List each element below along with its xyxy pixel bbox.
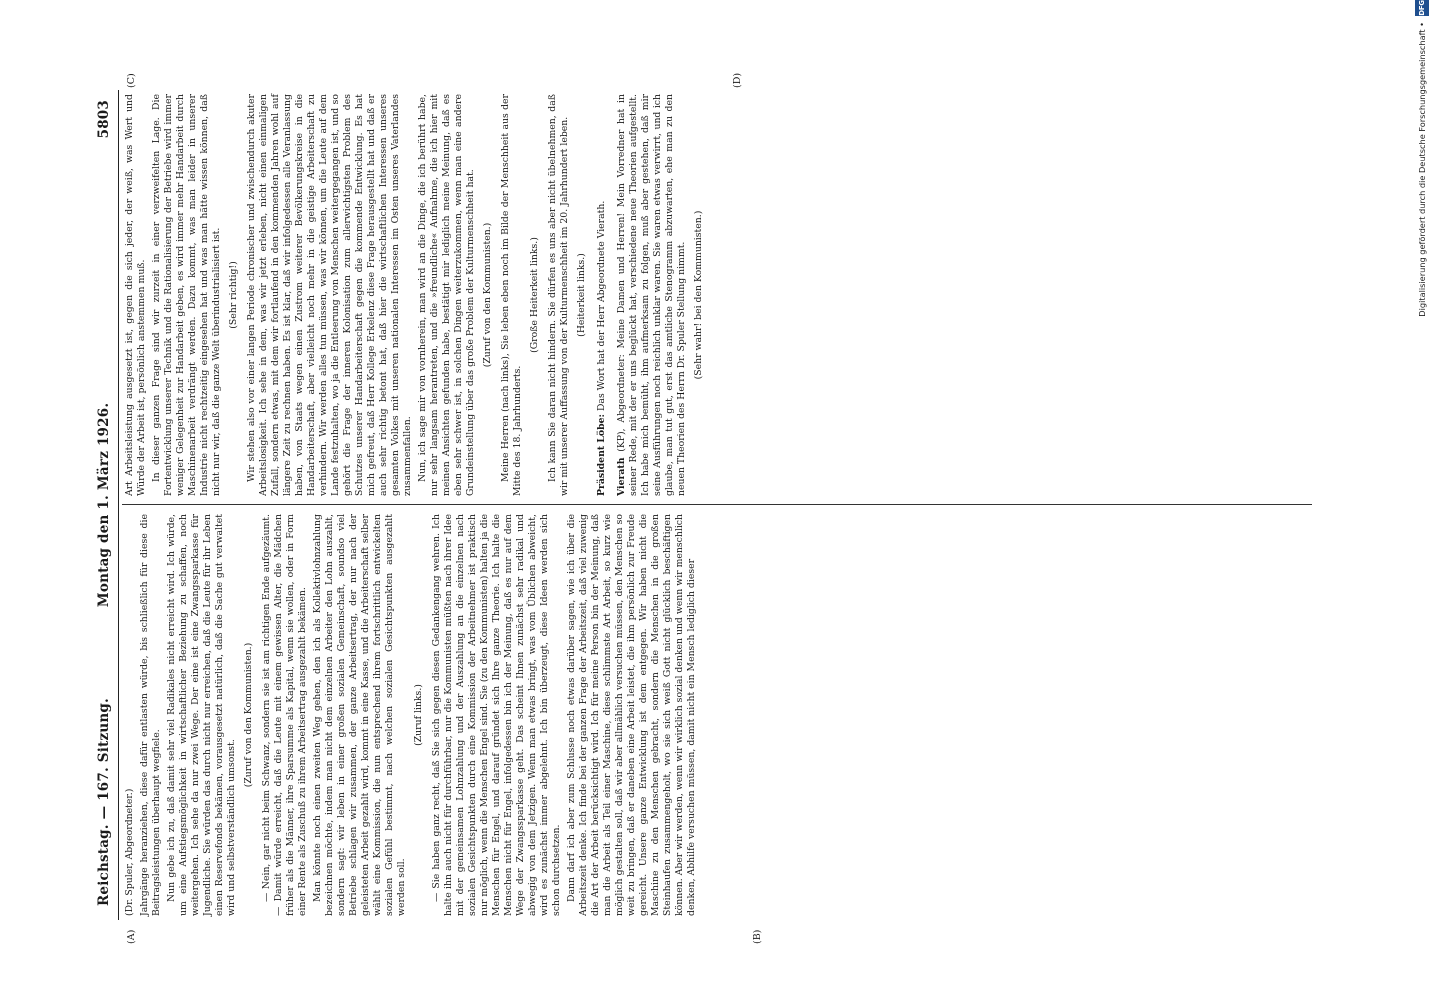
paragraph: Nun gebe ich zu, daß damit sehr viel Radikales nicht erreicht wird. Ich würde, um eine Aufstiegsmöglichkeit in wirtschaftlicher Beziehung zu schaffen, noch weitergehen. Ich sehe da nur zwei Wege. Der eine ist eine Zwangssparkasse für Jugendliche. Sie würden das durch nicht nur erreichen, daß die Leute für ihr Leben einen Reservefonds bekämen, vorausgesetzt natürlich, daß die Sache gut verwaltet wird und selbstverständlich umsonst. bbox=[166, 514, 237, 916]
paragraph: Nun, ich sage mir von vornherein, man wird an die Dinge, die ich berührt habe, nur sehr langsam herantreten, und die »freundliche« Aufnahme, die ich hier mit meinen Ansichten gefunden habe, bestätigt mir lediglich meine Meinung, daß es eben sehr schwer ist, in solchen Dingen weiterzukommen, wenn man eine andere Grundeinstellung über das große Problem der Kulturmenschheit hat. bbox=[417, 94, 476, 496]
interjection: (Sehr wahr! bei den Kommunisten.) bbox=[693, 210, 704, 380]
header-page-number: 5803 bbox=[96, 100, 112, 139]
paragraph: Art Arbeitsleistung ausgesetzt ist, gegen die sich jeder, der weiß, was Wert und Würde der Arbeit ist, persönlich anstemmen muß. bbox=[124, 94, 147, 496]
paragraph: Man könnte noch einen zweiten Weg gehen, den ich als Kollektivlohnzahlung bezeichnen möchte, indem man nicht dem einzelnen Arbeiter den Lohn auszahlt, sondern sagt: wir leben in einer großen sozialen Gemeinschaft, soundso viel Betriebe schlagen wir zusammen, der ganze Arbeitsertrag, der nur nach der geleisteten Arbeit gezahlt wird, kommt in eine Kasse, und die Arbeiterschaft selber wählt eine Kommission, die nun entsprechend ihrem fortschrittlich entwickelten sozialen Gefühl bestimmt, nach welchen sozialen Gesichtspunkten ausgezahlt werden soll. bbox=[312, 514, 407, 916]
paragraph: Meine Herren (nach links), Sie leben eben noch im Bilde der Menschheit aus der Mitte des 18. Jahrhunderts. bbox=[500, 94, 523, 496]
margin-marker-b: (B) bbox=[752, 929, 763, 944]
interjection: (Große Heiterkeit links.) bbox=[529, 237, 540, 353]
right-column bbox=[124, 94, 1314, 496]
dfg-logo-icon: DFG bbox=[1415, 0, 1429, 16]
interjection: (Zuruf links.) bbox=[413, 684, 424, 746]
statement-text: Das Wort hat der Herr Abgeordnete Vierath. bbox=[596, 200, 607, 412]
speaker-line: (Dr. Spuler, Abgeordneter.) bbox=[124, 788, 135, 916]
statement-text: (KP), Abgeordneter: Meine Damen und Herren! Mein Vorredner hat in seiner Rede, mit der er uns beglückt hat, verschiedene neue Theorien aufgestellt. Ich habe mich bemüht, ihm aufmerksam zu folgen, muß aber gestehen, daß mir seine Ausführungen noch reichlich unklar waren. Sie waren etwas verwirrt, und ich glaube, man tut gut, erst das amtliche Stenogramm abzuwarten, ehe man zu den neuen Theorien des Herrn Dr. Spuler Stellung nimmt. bbox=[616, 94, 687, 496]
president-statement bbox=[596, 94, 608, 496]
dfg-credit-sidebar bbox=[1414, 0, 1430, 990]
speaker-name: Präsident Löbe: bbox=[596, 414, 607, 496]
paragraph: — Nein, gar nicht beim Schwanz, sondern sie ist am richtigen Ende aufgezäumt. — Damit würde erreicht, daß die Leute mit einem gewissen Alter, die Mädchen früher als die Männer, ihre Sparsumme als Kapital, wenn sie wollen, oder in Form einer Rente als Zuschuß zu ihrem Arbeitsertrag ausgezahlt bekämen. bbox=[261, 514, 308, 916]
paragraph: Ich kann Sie daran nicht hindern. Sie dürfen es uns aber nicht übelnehmen, daß wir mit unserer Auffassung von der Kulturmenschheit im 20. Jahrhundert leben. bbox=[547, 94, 570, 496]
dfg-credit-text: Digitalisierung gefördert durch die Deutsche Forschungsgemeinschaft • bbox=[1417, 22, 1427, 317]
margin-marker-c: (C) bbox=[126, 73, 137, 88]
document-page bbox=[92, 72, 1314, 944]
interjection: (Heiterkeit links.) bbox=[576, 253, 587, 337]
paragraph: Jahrgänge heranziehen, diese dafür entlasten würde, bis schließlich für diese die Beitragsleistungen überhaupt wegfiele. bbox=[139, 514, 162, 916]
header-session: Reichstag. — 167. Sitzung. bbox=[96, 698, 112, 906]
speaker-name: Vierath bbox=[616, 457, 627, 496]
page-header bbox=[92, 90, 119, 920]
column-divider bbox=[122, 504, 1312, 505]
paragraph: In dieser ganzen Frage sind wir zurzeit in einer verzweifelten Lage. Die Fortentwicklung unserer Technik und die Rationalisierung der Betriebe wird immer weniger Gelegenheit zur Handarbeit geben, es wird immer mehr Handarbeit durch Maschinenarbeit verdrängt werden. Dazu kommt, was man leider in unserer Industrie nicht rechtzeitig eingesehen hat und was man hätte wissen können, daß nicht nur wir, daß die ganze Welt überindustrialisiert ist. bbox=[151, 94, 222, 496]
paragraph: Wir stehen also vor einer langen Periode chronischer und zwischendurch akuter Arbeitslosigkeit. Ich sehe in dem, was wir jetzt erleben, nicht einen einmaligen Zufall, sondern etwas, mit dem wir fortlaufend in den kommenden Jahren wohl auf längere Zeit zu rechnen haben. Es ist klar, daß wir infolgedessen alle Veranlassung haben, von Staats wegen einen Zustrom weiterer Bevölkerungskreise in die Handarbeiterschaft, aber vielleicht noch mehr in die geistige Arbeiterschaft zu verhindern. Wir werden alles tun müssen, was wir können, um die Leute auf dem Lande festzuhalten, wo ja die Entleerung von Menschen weitergegangen ist, und so gehört die Frage der inneren Kolonisation zum allerwichtigsten Problem des Schutzes unserer Handarbeiterschaft gegen die kommende Entwicklung. Es hat mich gefreut, daß Herr Kollege Erkelenz diese Frage herausgestellt hat und daß er auch sehr richtig betont hat, daß hier die wirtschaftlichen Interessen unseres gesamten Volkes mit unseren nationalen Interessen im Osten unseres Vaterlandes zusammenfallen. bbox=[246, 94, 413, 496]
margin-marker-d: (D) bbox=[732, 72, 743, 88]
interjection: (Sehr richtig!) bbox=[228, 261, 239, 329]
margin-marker-a: (A) bbox=[126, 929, 137, 944]
header-date: Montag den 1. März 1926. bbox=[96, 402, 112, 608]
interjection: (Zuruf von den Kommunisten.) bbox=[482, 222, 493, 368]
paragraph: Dann darf ich aber zum Schlusse noch etwas darüber sagen, wie ich über die Arbeitszeit denke. Ich finde bei der ganzen Frage der Arbeitszeit, daß viel zuwenig die Art der Arbeit berücksichtigt wird. Ich für meine Person bin der Meinung, daß man die Arbeit als Teil einer Maschine, diese schlimmste Art Arbeit, so kurz wie möglich gestalten soll, daß wir aber allmählich versuchen müssen, den Menschen so weit zu bringen, daß er daneben eine Arbeit leistet, die ihm persönlich zur Freude gereicht. Unsere ganze Entwicklung ist dem entgegen. Wir haben nicht die Maschine zu den Menschen gebracht, sondern die Menschen in die großen Steinhaufen zusammengeholt, wo sie sich weiß Gott nicht glücklich beschäftigen können. Aber wir werden, wenn wir wirklich sozial denken und wenn wir menschlich denken, Abhilfe versuchen müssen, damit nicht ein Mensch lediglich dieser bbox=[566, 514, 697, 916]
paragraph: — Sie haben ganz recht, daß Sie sich gegen diesen Gedankengang wehren. Ich halte ihn auch nicht für durchführbar, nur die Kommunisten müßten nach ihrer Idee mit der gemeinsamen Lohnzahlung und der Auszahlung an die einzelnen nach sozialen Gesichtspunkten durch eine Kommission der Arbeitnehmer ist praktisch nur möglich, wenn die Menschen Engel sind. Sie (zu den Kommunisten) halten ja die Menschen für Engel, und darauf gründet sich Ihre ganze Theorie. Ich halte die Menschen nicht für Engel, infolgedessen bin ich der Meinung, daß es nur auf dem Wege der Zwangssparkasse geht. Das scheint Ihnen zunächst sehr radikal und abwegig von dem Jetzigen. Wenn man etwas bringt, was vom Üblichen abweicht, wird es zunächst immer abgelehnt. Ich bin überzeugt, diese Ideen werden sich schon durchsetzen. bbox=[431, 514, 562, 916]
left-column bbox=[124, 514, 1314, 916]
interjection: (Zuruf von den Kommunisten.) bbox=[243, 642, 254, 788]
speech-opening bbox=[616, 94, 688, 496]
